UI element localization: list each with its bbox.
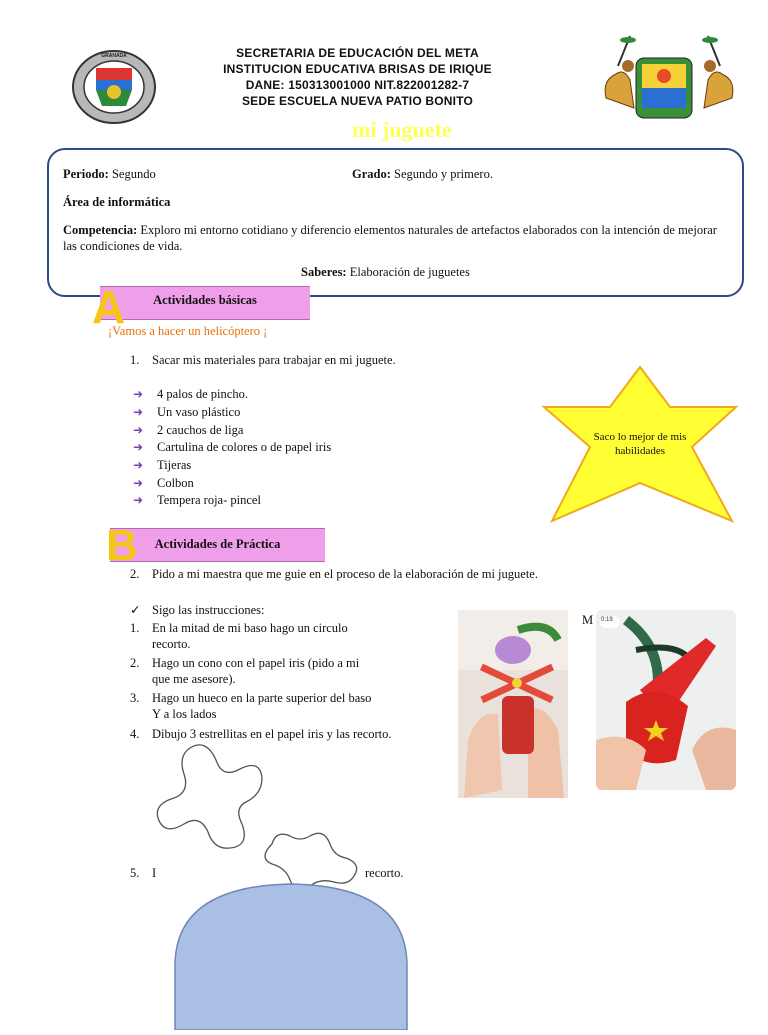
- instruction-step: [130, 655, 430, 687]
- document-title: mi juguete: [352, 117, 452, 142]
- instruction-step-number: 4.: [130, 727, 140, 741]
- star-outline-drawing: [150, 740, 365, 890]
- instruction-step-line-2: que me asesore).: [152, 672, 236, 686]
- material-item: [133, 474, 331, 492]
- instruction-step-line-1: En la mitad de mi baso hago un circulo: [152, 621, 348, 635]
- step-2-text: Pido a mi maestra que me guie en el proceso de la elaboración de mi juguete.: [152, 567, 538, 581]
- competencia-value: Exploro mi entorno cotidiano y diferencio elementos naturales de artefactos elaborados con la intención de mejorar las condiciones de vida.: [63, 223, 717, 253]
- instruction-step-line-1: Hago un cono con el papel iris (pido a mi: [152, 656, 360, 670]
- competencia-label: Competencia:: [63, 223, 138, 237]
- instruction-step: [130, 620, 430, 652]
- material-item: [133, 421, 331, 439]
- banner-actividades-basicas: [100, 286, 310, 320]
- arrow-bullet-icon: ➜: [133, 387, 144, 402]
- arrow-bullet-icon: ➜: [133, 475, 144, 490]
- grado-label: Grado:: [352, 167, 391, 181]
- grado-value: Segundo y primero.: [394, 167, 493, 181]
- subtitle-helicoptero: ¡Vamos a hacer un helicóptero ¡: [108, 324, 268, 338]
- stray-letter: M: [582, 613, 594, 627]
- periodo-label: Periodo:: [63, 167, 109, 181]
- section-letter-b: B: [106, 521, 138, 570]
- header-line-3: DANE: 150313001000 NIT.822001282-7: [245, 78, 470, 92]
- instruction-step-number: 1.: [130, 621, 140, 635]
- step-5-number: 5.: [130, 866, 140, 880]
- section-letter-a: A: [92, 281, 126, 333]
- material-item: [133, 386, 331, 404]
- material-label: 4 palos de pincho.: [157, 387, 248, 402]
- arrow-bullet-icon: ➜: [133, 422, 144, 437]
- banner-actividades-basicas-label: Actividades básicas: [153, 293, 257, 307]
- material-label: Tijeras: [157, 458, 192, 473]
- instruction-step-line-2: recorto.: [152, 637, 191, 651]
- step-1-text: Sacar mis materiales para trabajar en mi juguete.: [152, 353, 396, 367]
- periodo-row: [63, 166, 156, 182]
- instruction-step-line-1: Dibujo 3 estrellitas en el papel iris y las recorto.: [152, 727, 392, 741]
- material-label: Tempera roja- pincel: [157, 493, 261, 508]
- school-logo: [70, 48, 158, 126]
- step-1: [130, 352, 396, 368]
- video-duration-badge: 0:19: [601, 617, 613, 623]
- check-icon: ✓: [130, 603, 141, 617]
- saberes-label: Saberes:: [301, 265, 347, 279]
- material-item: [133, 457, 331, 475]
- material-item: [133, 492, 331, 510]
- instruction-step-line-2: Y a los lados: [152, 707, 217, 721]
- coat-of-arms-logo: [598, 28, 740, 122]
- step-2: [130, 566, 538, 582]
- instructions-title: [130, 602, 265, 618]
- arrow-bullet-icon: ➜: [133, 440, 144, 455]
- step-5: [130, 865, 156, 881]
- instruction-step-number: 2.: [130, 656, 140, 670]
- material-item: [133, 404, 331, 422]
- header-line-1: SECRETARIA DE EDUCACIÓN DEL META: [236, 46, 479, 60]
- school-logo-top-text: GRANADA: [101, 53, 127, 59]
- step-1-number: 1.: [130, 353, 140, 367]
- helicopter-photo-2: [596, 610, 736, 790]
- step-2-number: 2.: [130, 567, 140, 581]
- saberes-value: Elaboración de juguetes: [349, 265, 470, 279]
- banner-actividades-practica-label: Actividades de Práctica: [154, 537, 281, 551]
- arrow-bullet-icon: ➜: [133, 405, 144, 420]
- star-callout-text: Saco lo mejor de mis habilidades: [593, 431, 687, 457]
- instruction-step: [130, 690, 430, 722]
- header-line-2: INSTITUCION EDUCATIVA BRISAS DE IRIQUE: [223, 62, 492, 76]
- dome-shape: [173, 880, 409, 1030]
- competencia-text: [63, 222, 728, 254]
- banner-actividades-practica: [110, 528, 325, 562]
- header-line-4: SEDE ESCUELA NUEVA PATIO BONITO: [241, 94, 474, 108]
- grado-row: [352, 166, 493, 182]
- step-5-text-end: recorto.: [365, 866, 404, 880]
- material-label: 2 cauchos de liga: [157, 422, 244, 437]
- arrow-bullet-icon: ➜: [133, 493, 144, 508]
- material-label: Cartulina de colores o de papel iris: [157, 440, 332, 455]
- material-label: Colbon: [157, 475, 194, 490]
- instructions-title-text: Sigo las instrucciones:: [152, 603, 265, 617]
- material-item: [133, 439, 331, 457]
- saberes-row: [301, 264, 470, 280]
- materials-list: [133, 386, 331, 510]
- step-5-text-start: I: [152, 866, 157, 880]
- instruction-step-number: 3.: [130, 691, 140, 705]
- helicopter-photo-1: [458, 610, 568, 798]
- arrow-bullet-icon: ➜: [133, 458, 144, 473]
- area-label: Área de informática: [63, 195, 171, 209]
- material-label: Un vaso plástico: [157, 405, 241, 420]
- periodo-value: Segundo: [111, 167, 156, 181]
- instruction-step-line-1: Hago un hueco en la parte superior del baso: [152, 691, 372, 705]
